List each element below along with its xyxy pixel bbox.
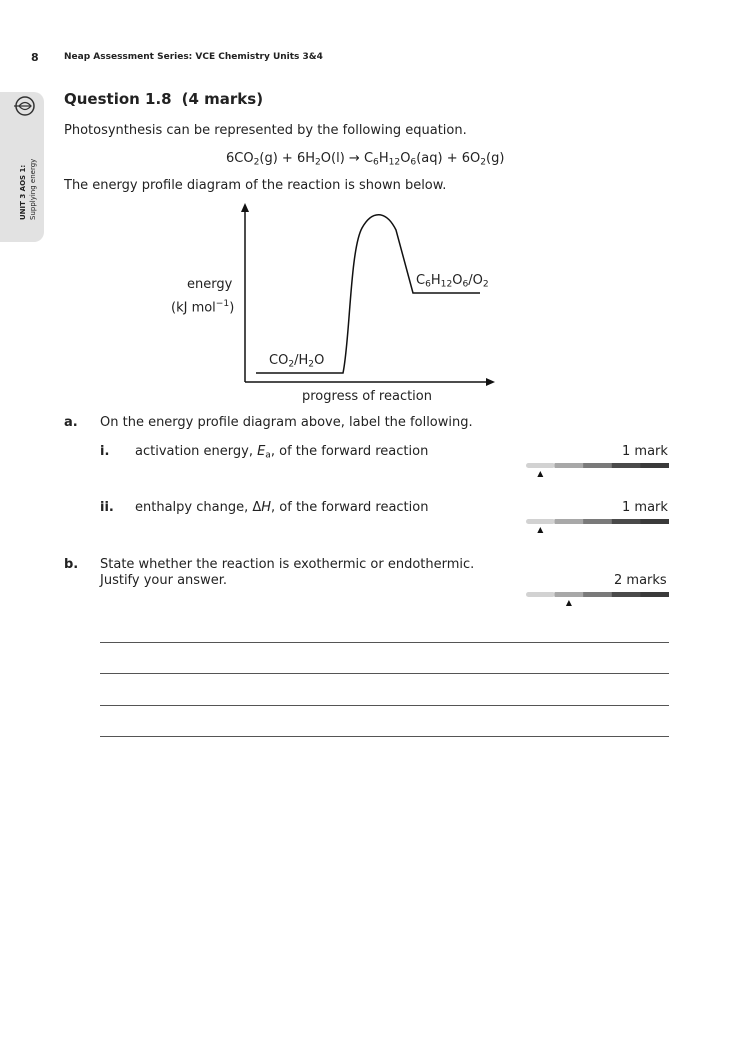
intro-text: Photosynthesis can be represented by the following equation. <box>64 123 467 138</box>
equation: $6CO_2(g) + 6H_2O(l) \to C_6H_{12}O_6(aq) + 6O_2(g)$ <box>226 151 505 168</box>
scale-marker <box>537 527 543 533</box>
scale-segment <box>583 463 612 468</box>
part-b-marks: 2 marks <box>614 573 667 588</box>
scale-segment <box>526 519 555 524</box>
scale-segment <box>612 463 641 468</box>
scale-marker <box>566 600 572 606</box>
question-number: Question 1.8 <box>64 90 172 108</box>
page-number: 8 <box>31 51 39 64</box>
scale-segment <box>583 519 612 524</box>
part-a-text: On the energy profile diagram above, label the following. <box>100 415 473 430</box>
energy-profile-diagram <box>0 0 747 420</box>
scale-segment <box>555 592 584 597</box>
scale-segment <box>555 463 584 468</box>
energy-curve <box>256 215 480 373</box>
answer-line[interactable] <box>100 642 669 643</box>
diagram-intro: The energy profile diagram of the reaction is shown below. <box>64 178 447 193</box>
x-axis-label: progress of reaction <box>302 389 432 404</box>
y-axis-arrow <box>241 203 249 212</box>
scale-segment <box>555 519 584 524</box>
part-a-ii-text: enthalpy change, ΔH, of the forward reaction <box>135 500 429 515</box>
scale-segment <box>612 519 641 524</box>
scale-segment <box>612 592 641 597</box>
part-a-ii-number: ii. <box>100 500 114 515</box>
part-a-ii-marks: 1 mark <box>622 500 668 515</box>
difficulty-scale <box>526 463 669 477</box>
side-tab-line2: Supplying energy <box>29 158 37 220</box>
part-b-line2: Justify your answer. <box>100 573 227 588</box>
running-header: Neap Assessment Series: VCE Chemistry Units 3&4 <box>64 52 323 62</box>
part-a-i-text: activation energy, $E_a$, of the forward reaction <box>135 444 429 461</box>
scale-segment <box>526 463 555 468</box>
answer-line[interactable] <box>100 736 669 737</box>
part-a-letter: a. <box>64 415 78 430</box>
part-b-letter: b. <box>64 557 79 572</box>
answer-line[interactable] <box>100 705 669 706</box>
difficulty-scale <box>526 592 669 606</box>
answer-line[interactable] <box>100 673 669 674</box>
reactants-label: $CO_2/H_2O$ <box>269 353 325 370</box>
y-axis-unit: (kJ mol$^{-1}$) <box>171 299 235 316</box>
part-b-line1: State whether the reaction is exothermic or endothermic. <box>100 557 475 572</box>
side-tab-line1: UNIT 3 AOS 1: <box>19 164 27 220</box>
scale-segment <box>526 592 555 597</box>
scale-segment <box>583 592 612 597</box>
scale-segment <box>640 463 669 468</box>
question-marks: (4 marks) <box>181 90 264 108</box>
part-a-i-marks: 1 mark <box>622 444 668 459</box>
scale-segment <box>640 519 669 524</box>
scale-segment <box>640 592 669 597</box>
y-axis-label: energy <box>187 277 233 292</box>
difficulty-scale <box>526 519 669 533</box>
products-label: $C_6H_{12}O_6/O_2$ <box>416 273 489 290</box>
part-a-i-number: i. <box>100 444 110 459</box>
x-axis-arrow <box>486 378 495 386</box>
scale-marker <box>537 471 543 477</box>
